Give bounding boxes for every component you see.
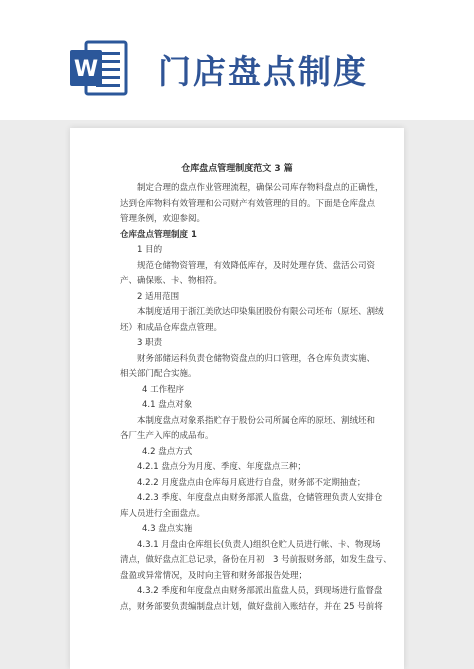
paragraph-line: 4.3.2 季度和年度盘点由财务部派出监盘人员，到现场进行监督盘 [137,586,383,596]
paragraph-line: 本制度盘点对象系指贮存于股份公司所属仓库的原坯、割绒坯和 [137,415,376,426]
paragraph-line: 清点，做好盘点汇总记录，备份在月初 3 号前报财务部，如发生盘亏、 [120,555,392,565]
paragraph-line: 4.3.1 月盘由仓库组长(负责人)组织仓贮人员进行帐、卡、物现场 [137,539,381,550]
paragraph-line: 财务部储运科负责仓储物资盘点的归口管理，各仓库负责实施、 [137,353,376,364]
heading-line: 1 目的 [137,245,163,255]
heading-line: 2 适用范围 [137,291,180,302]
svg-text:W: W [73,57,99,82]
page-title: 门店盘点制度 [158,52,368,91]
paragraph-line: 库人员进行全面盘点。 [120,508,206,519]
heading-line: 4.1 盘点对象 [142,400,193,410]
paragraph-line: 点，财务部要负责编制盘点计划，做好盘前入账结存，并在 25 号前将 [120,601,383,612]
heading-line: 4.2 盘点方式 [142,446,193,457]
document-title: 仓库盘点管理制度范文 3 篇 [181,164,293,174]
paragraph-line: 各厂生产入库的成品布。 [120,431,214,441]
paragraph-line: 本制度适用于浙江美欣达印染集团股份有限公司坯布（原坯、割绒 [137,307,384,317]
header-banner [0,0,474,120]
paragraph-line: 规范仓储物资管理，有效降低库存，及时处理存货、盘活公司资 [137,260,376,271]
paragraph-line: 管理条例，欢迎参阅。 [120,214,206,224]
heading-line: 4 工作程序 [142,384,185,395]
heading-line: 4.3 盘点实施 [142,524,193,534]
paragraph-line: 坯）和成品仓库盘点管理。 [120,322,223,333]
word-document-icon [70,40,128,96]
paragraph-line: 相关部门配合实施。 [120,369,197,379]
document-body [120,181,392,615]
paragraph-line: 4.2.3 季度、年度盘点由财务部派人监盘，仓储管理负责人安排仓 [137,493,383,503]
paragraph-line: 盘盈或异常情况，及时向主管和财务部报告处理； [120,570,308,581]
document-page [70,128,404,669]
paragraph-line: 4.2.2 月度盘点由仓库每月底进行自盘，财务部不定期抽查； [137,477,366,488]
heading-line: 3 职责 [137,338,163,348]
paragraph-line: 制定合理的盘点作业管理流程，确保公司库存物料盘点的正确性， [137,183,384,193]
section-heading: 仓库盘点管理制度 1 [120,229,197,240]
paragraph-line: 4.2.1 盘点分为月度、季度、年度盘点三种； [137,462,306,472]
paragraph-line: 产、确保账、卡、物相符。 [120,276,223,286]
paragraph-line: 达到仓库物料有效管理和公司财产有效管理的目的。下面是仓库盘点 [120,198,376,209]
